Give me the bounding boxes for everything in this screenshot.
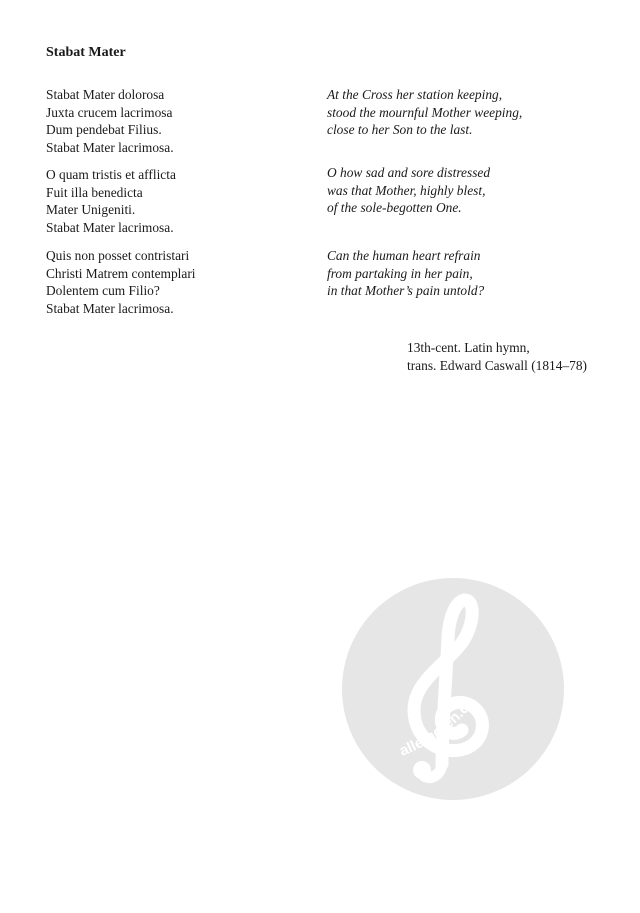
latin-line: Stabat Mater lacrimosa. [46, 300, 174, 316]
english-line: of the sole-begotten One. [327, 200, 462, 215]
latin-line: Stabat Mater lacrimosa. [46, 139, 174, 155]
latin-line: O quam tristis et afflicta [46, 167, 176, 182]
watermark-graphic [342, 578, 564, 800]
english-stanza-3 [327, 247, 484, 300]
latin-stanza-3 [46, 247, 196, 317]
english-stanza-1 [327, 86, 522, 139]
latin-line: Mater Unigeniti. [46, 202, 136, 217]
latin-line: Juxta crucem lacrimosa [46, 104, 173, 120]
latin-line: Fuit illa benedicta [46, 184, 143, 200]
latin-stanza-2 [46, 166, 176, 236]
attribution-line: 13th-cent. Latin hymn, [407, 340, 530, 355]
latin-line: Dum pendebat Filius. [46, 122, 162, 137]
watermark-logo [342, 578, 564, 800]
english-line: from partaking in her pain, [327, 265, 473, 281]
attribution [407, 339, 587, 374]
latin-stanza-1 [46, 86, 174, 156]
english-line: stood the mournful Mother weeping, [327, 104, 523, 120]
latin-line: Quis non posset contristari [46, 248, 190, 263]
english-line: Can the human heart refrain [327, 248, 481, 263]
english-stanza-2 [327, 164, 490, 217]
english-line: O how sad and sore distressed [327, 165, 491, 180]
attribution-line: trans. Edward Caswall (1814–78) [407, 357, 587, 373]
latin-line: Stabat Mater dolorosa [46, 87, 165, 102]
english-line: At the Cross her station keeping, [327, 87, 503, 102]
page-title: Stabat Mater [46, 45, 126, 60]
watermark-text: alle-noten.de [397, 693, 479, 760]
latin-line: Dolentem cum Filio? [46, 283, 160, 298]
english-line: was that Mother, highly blest, [327, 182, 486, 198]
latin-line: Christi Matrem contemplari [46, 265, 196, 281]
english-line: in that Mother’s pain untold? [327, 283, 485, 298]
latin-line: Stabat Mater lacrimosa. [46, 219, 174, 235]
english-line: close to her Son to the last. [327, 122, 473, 137]
